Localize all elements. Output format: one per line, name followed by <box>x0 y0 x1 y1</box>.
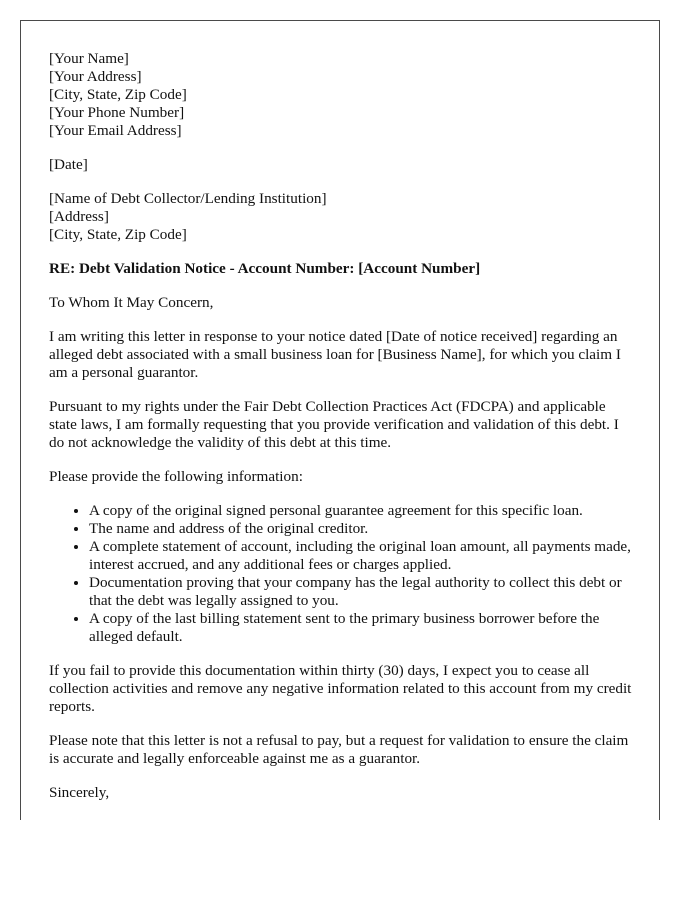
sender-email: [Your Email Address] <box>49 122 182 139</box>
sender-block <box>49 50 634 140</box>
recipient-name: [Name of Debt Collector/Lending Institution] <box>49 190 327 207</box>
letter-body <box>49 50 634 818</box>
list-item: • A complete statement of account, including the original loan amount, all payments made, interest accrued, and any additional fees or charges applied. <box>89 538 634 574</box>
list-item: • Documentation proving that your company has the legal authority to collect this debt or that the debt was legally assigned to you. <box>89 574 634 610</box>
letter-date: [Date] <box>49 156 88 173</box>
rights-paragraph: Pursuant to my rights under the Fair Debt Collection Practices Act (FDCPA) and applicable state laws, I am formally requesting that you provide verification and validation of this debt. I do not acknowledge the validity of this debt at this time. <box>49 398 619 451</box>
recipient-address: [Address] <box>49 208 109 225</box>
salutation: To Whom It May Concern, <box>49 294 214 311</box>
sender-phone: [Your Phone Number] <box>49 104 185 121</box>
list-item: • A copy of the last billing statement sent to the primary business borrower before the alleged default. <box>89 610 634 646</box>
sender-city-state-zip: [City, State, Zip Code] <box>49 86 187 103</box>
subject-line: RE: Debt Validation Notice - Account Number: [Account Number] <box>49 260 481 277</box>
intro-paragraph: I am writing this letter in response to your notice dated [Date of notice received] regarding an alleged debt associated with a small business loan for [Business Name], for which you claim I am a personal guarantor. <box>49 328 621 381</box>
sender-name: [Your Name] <box>49 50 129 67</box>
request-list <box>49 502 634 646</box>
recipient-block <box>49 190 634 244</box>
list-item: • A copy of the original signed personal guarantee agreement for this specific loan. <box>89 502 634 520</box>
request-lead-in: Please provide the following information: <box>49 468 303 485</box>
sign-off: Sincerely, <box>49 784 110 801</box>
date-line <box>49 156 634 174</box>
letter-page <box>20 20 660 820</box>
deadline-paragraph: If you fail to provide this documentation within thirty (30) days, I expect you to cease all collection activities and remove any negative information related to this account from my credit reports. <box>49 662 632 715</box>
recipient-city-state-zip: [City, State, Zip Code] <box>49 226 187 243</box>
note-paragraph: Please note that this letter is not a refusal to pay, but a request for validation to ensure the claim is accurate and legally enforceable against me as a guarantor. <box>49 732 629 767</box>
list-item: • The name and address of the original creditor. <box>89 520 634 538</box>
sender-address: [Your Address] <box>49 68 142 85</box>
